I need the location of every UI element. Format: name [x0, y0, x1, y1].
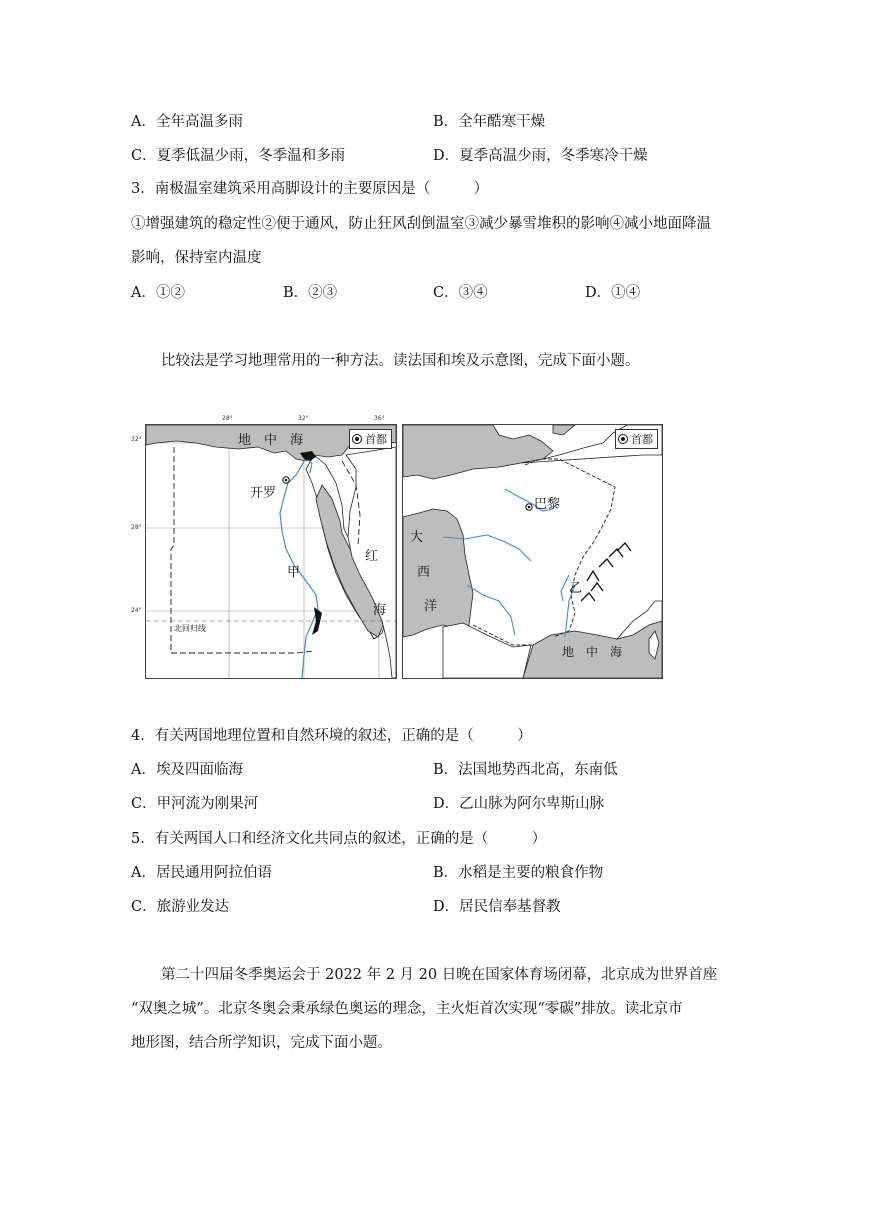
lat-tick: 24° — [131, 607, 142, 614]
question-3-statements: ①增强建筑的稳定性②便于通风，防止狂风刮倒温室③减少暴雪堆积的影响④减小地面降温 — [131, 216, 711, 232]
option-d: D．①④ — [585, 285, 641, 301]
sea-label: 地 中 海 — [562, 645, 623, 659]
legend — [615, 429, 658, 449]
lat-tick: 28° — [131, 524, 142, 531]
option-a: A．全年高温多雨 — [131, 114, 243, 130]
lon-tick: 36° — [374, 415, 385, 422]
question-3-stem: 3．南极温室建筑采用高脚设计的主要原因是（ ） — [131, 181, 489, 197]
france-map-graphic — [403, 425, 662, 678]
legend-label: 首都 — [631, 433, 653, 446]
river-label: 甲 — [287, 565, 301, 580]
sea-label: 地 中 海 — [238, 433, 304, 448]
egypt-map — [145, 424, 397, 679]
option-b: B．水稻是主要的粮食作物 — [433, 865, 604, 881]
question-4-stem: 4．有关两国地理位置和自然环境的叙述，正确的是（ ） — [131, 728, 532, 744]
option-c: C．夏季低温少雨，冬季温和多雨 — [131, 148, 346, 164]
red-sea-label: 红 — [365, 549, 379, 564]
option-c: C．甲河流为刚果河 — [131, 796, 259, 812]
option-d: D．居民信奉基督教 — [433, 899, 561, 915]
option-c: C．旅游业发达 — [131, 899, 230, 915]
lat-tick: 32° — [131, 436, 142, 443]
legend — [349, 429, 392, 449]
option-b: B．法国地势西北高，东南低 — [433, 762, 618, 778]
lon-tick: 32° — [298, 415, 309, 422]
capital-icon — [352, 434, 362, 444]
section-intro: 比较法是学习地理常用的一种方法。读法国和埃及示意图，完成下面小题。 — [161, 353, 640, 369]
ocean-label: 洋 — [424, 599, 438, 614]
ocean-label: 西 — [417, 565, 431, 580]
option-b: B．全年酷寒干燥 — [433, 114, 546, 130]
option-c: C．③④ — [433, 285, 488, 301]
question-3-statements-cont: 影响，保持室内温度 — [131, 250, 262, 266]
egypt-map-graphic — [146, 425, 396, 678]
mountain-label: 乙 — [569, 581, 583, 596]
paragraph-line: “双奥之城”。北京冬奥会秉承绿色奥运的理念，主火炬首次实现“零碳”排放。读北京市 — [131, 1001, 683, 1017]
question-5-stem: 5．有关两国人口和经济文化共同点的叙述，正确的是（ ） — [131, 831, 547, 847]
option-d: D．乙山脉为阿尔卑斯山脉 — [433, 796, 605, 812]
option-d: D．夏季高温少雨，冬季寒冷干燥 — [433, 148, 648, 164]
ocean-label: 大 — [410, 530, 424, 545]
capital-label: 开罗 — [250, 486, 277, 501]
capital-icon — [618, 434, 628, 444]
tropic-label: 北回归线 — [174, 624, 206, 633]
option-b: B．②③ — [283, 285, 338, 301]
paragraph-line: 第二十四届冬季奥运会于 2022 年 2 月 20 日晚在国家体育场闭幕，北京成为世界首座 — [161, 967, 718, 983]
paragraph-line: 地形图，结合所学知识，完成下面小题。 — [131, 1035, 392, 1051]
option-a: A．埃及四面临海 — [131, 762, 243, 778]
lon-tick: 28° — [222, 415, 233, 422]
red-sea-label: 海 — [373, 603, 387, 618]
capital-label: 巴黎 — [534, 497, 561, 512]
option-a: A．居民通用阿拉伯语 — [131, 865, 272, 881]
legend-label: 首都 — [365, 433, 387, 446]
france-map — [402, 424, 663, 679]
option-a: A．①② — [131, 285, 185, 301]
